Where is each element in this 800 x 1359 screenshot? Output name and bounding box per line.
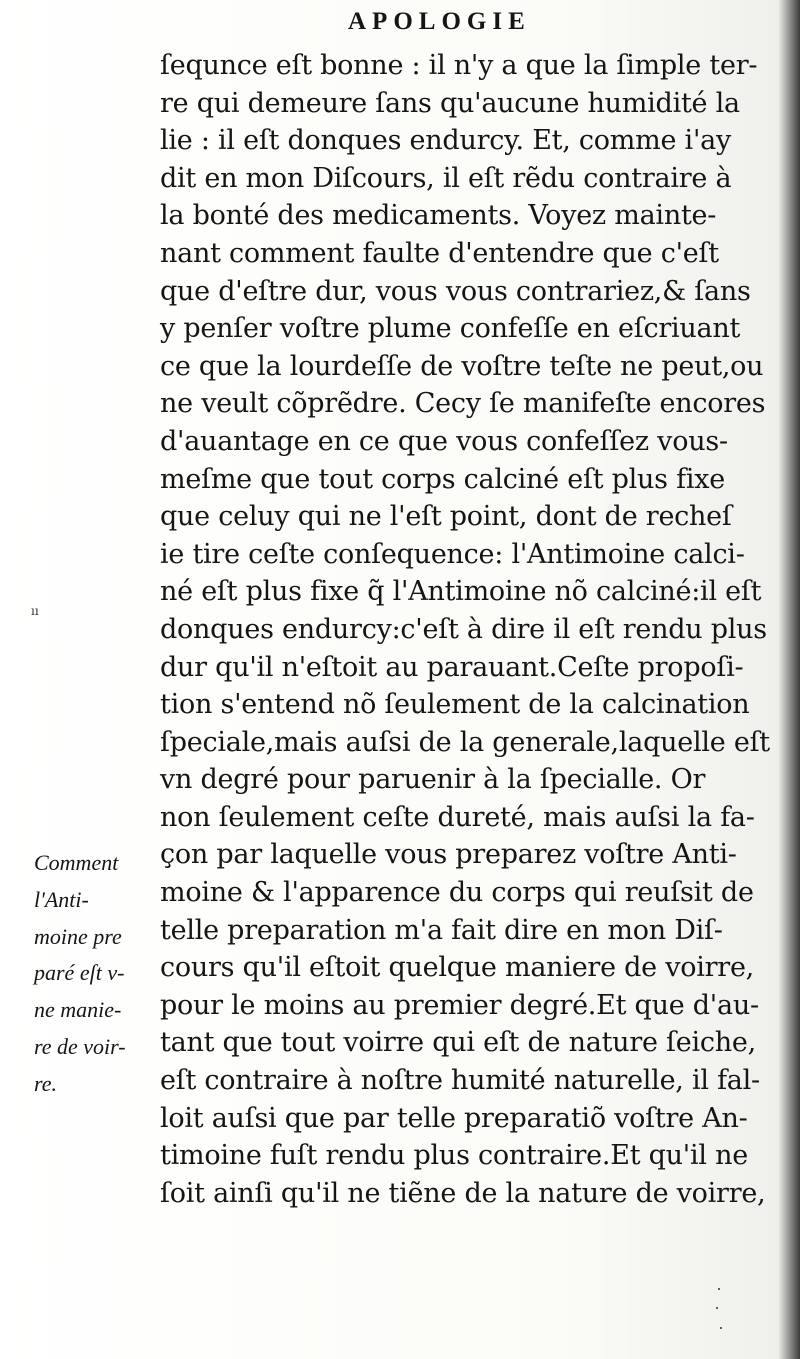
text-line: ce que la lourdeſſe de voſtre teſte ne peut,ou <box>160 350 764 382</box>
marginal-note-line: Comment <box>34 850 119 875</box>
paper-speck <box>716 1307 718 1309</box>
main-text-block <box>160 47 770 1212</box>
text-line: ne veult cõprẽdre. Cecy ſe manifeſte encores <box>160 388 766 420</box>
marginal-note-line: ne manie- <box>34 997 122 1023</box>
text-line: cours qu'il eſtoit quelque maniere de voirre, <box>160 952 755 984</box>
text-line: que d'eſtre dur, vous vous contrariez,& ſans <box>160 275 751 307</box>
text-line: ſoit ainſi qu'il ne tiẽne de la nature de voirre, <box>160 1177 766 1209</box>
paper-speck <box>718 1288 720 1290</box>
marginal-note-line: re de voir- <box>34 1033 126 1059</box>
text-line: meſme que tout corps calciné eſt plus fixe <box>160 463 725 495</box>
text-line: que celuy qui ne l'eſt point, dont de recheſ <box>160 501 732 533</box>
text-line: donques endurcy:c'eſt à dire il eſt rendu plus <box>160 613 767 645</box>
text-line: çon par laquelle vous preparez voſtre Anti- <box>160 839 737 871</box>
text-line: re qui demeure ſans qu'aucune humidité la <box>160 87 740 119</box>
text-line: nant comment faulte d'entendre que c'eſt <box>160 237 719 269</box>
page-edge-shadow <box>778 0 800 1359</box>
text-line: né eſt plus fixe q̃ l'Antimoine nõ calciné:il eſt <box>160 576 762 608</box>
text-line: ie tire ceſte conſequence: l'Antimoine calci- <box>160 538 745 570</box>
text-line: la bonté des medicaments. Voyez mainte- <box>160 200 717 232</box>
marginal-note-line: moine pre <box>34 923 122 949</box>
paper-speck-group <box>712 1284 772 1344</box>
text-line: ſpeciale,mais auſsi de la generale,laquelle eſt <box>160 726 770 758</box>
text-line: telle preparation m'a fait dire en mon Diſ- <box>160 914 723 946</box>
margin-mark: ıı <box>31 604 39 618</box>
paper-speck <box>720 1327 722 1329</box>
text-line: y penſer voſtre plume confeſſe en eſcriuant <box>160 313 741 345</box>
running-head: APOLOGIE <box>348 8 531 35</box>
text-line: loit auſsi que par telle preparatiõ voſtre An- <box>160 1102 748 1134</box>
text-line: dit en mon Diſcours, il eſt rẽdu contraire à <box>160 162 732 194</box>
text-line: timoine fuſt rendu plus contraire.Et qu'il ne <box>160 1140 748 1172</box>
text-line: eſt contraire à noſtre humité naturelle, il fal- <box>160 1065 760 1097</box>
marginal-note-line: re. <box>34 1070 58 1096</box>
marginal-note-line: l'Anti- <box>34 886 89 912</box>
text-line: tant que tout voirre qui eſt de nature ſeiche, <box>160 1027 756 1059</box>
text-line: pour le moins au premier degré.Et que d'au- <box>160 989 759 1021</box>
text-line: non ſeulement ceſte dureté, mais auſsi la fa- <box>160 801 755 833</box>
marginal-note-line: paré eſt v- <box>34 960 125 986</box>
text-line: vn degré pour paruenir à la ſpecialle. Or <box>160 764 706 796</box>
text-line: tion s'entend nõ ſeulement de la calcination <box>160 689 750 721</box>
marginal-note <box>34 845 152 1103</box>
text-line: d'auantage en ce que vous confeſſez vous- <box>160 425 728 457</box>
text-line: moine & l'apparence du corps qui reuſsit de <box>160 877 754 909</box>
text-line: dur qu'il n'eſtoit au parauant.Ceſte propoſi- <box>160 651 744 683</box>
text-line: lie : il eſt donques endurcy. Et, comme i'ay <box>160 125 731 157</box>
text-line: ſequnce eſt bonne : il n'y a que la ſimple ter- <box>160 50 758 81</box>
